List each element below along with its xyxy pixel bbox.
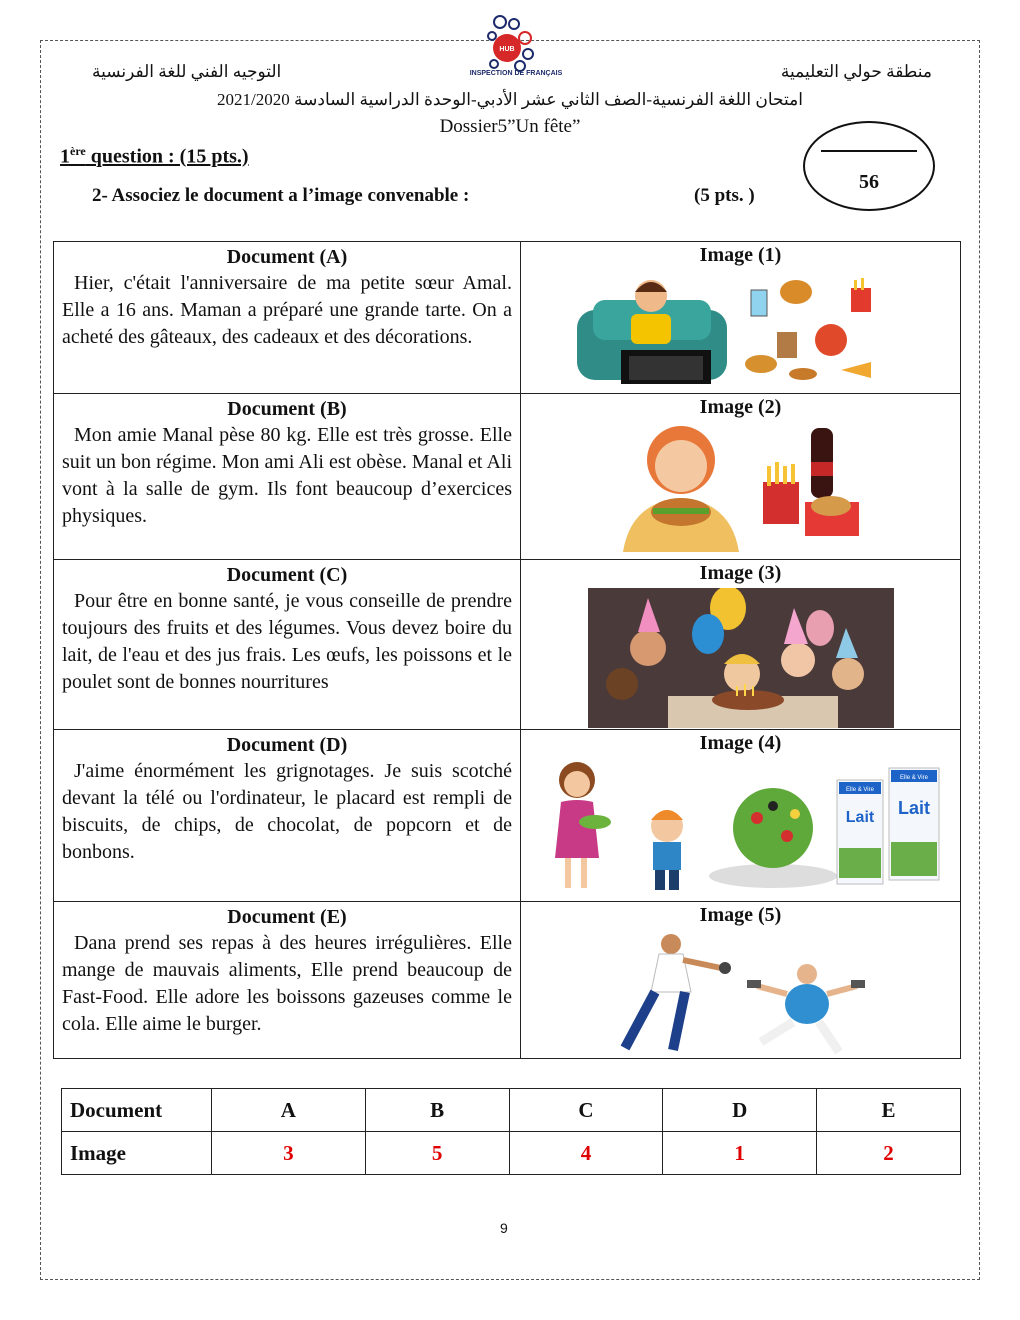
doc-title: Document (A) xyxy=(226,246,348,268)
milk-label-2: Lait xyxy=(897,798,930,818)
milk-brand-2: Elle & Vire xyxy=(899,775,928,781)
table-row xyxy=(54,242,961,394)
image-title: Image (1) xyxy=(699,244,782,266)
healthy-food-image xyxy=(537,758,945,894)
region-label: منطقة حولي التعليمية xyxy=(780,62,932,81)
logo-caption: INSPECTION DE FRANÇAIS xyxy=(469,70,563,77)
doc-title: Document (D) xyxy=(226,734,348,756)
supervision-label: التوجيه الفني للغة الفرنسية xyxy=(92,62,282,81)
doc-text: Hier, c'était l'anniversaire de ma petite sœur Amal. Elle a 16 ans. Maman a préparé une grande tarte. On a acheté des gâteaux, des cadeaux et des décorations. xyxy=(62,272,512,348)
image-title: Image (4) xyxy=(699,732,782,754)
dossier-title: Dossier5”Un fête” xyxy=(439,116,581,137)
page-number: 9 xyxy=(500,1220,508,1236)
birthday-party-image xyxy=(588,588,894,728)
doc-title: Document (C) xyxy=(226,564,348,586)
answer-table xyxy=(61,1088,961,1175)
matching-table xyxy=(53,241,961,1059)
answer-row-documents xyxy=(62,1089,961,1132)
image-title: Image (3) xyxy=(699,562,782,584)
answer-doc: E xyxy=(817,1089,961,1132)
answer-doc: A xyxy=(212,1089,366,1132)
table-row xyxy=(54,902,961,1059)
doc-text: J'aime énormément les grignotages. Je suis scotché devant la télé ou l'ordinateur, le placard est rempli de biscuits, de chips, de chocolat, de popcorn et de bonbons. xyxy=(62,760,512,863)
sub-question: 2- Associez le document a l’image convenable : xyxy=(92,185,470,206)
score-value: 56 xyxy=(859,171,879,193)
answer-row-images xyxy=(62,1132,961,1175)
answer-image: 4 xyxy=(509,1132,663,1175)
doc-title: Document (E) xyxy=(227,906,347,928)
answer-doc: D xyxy=(663,1089,817,1132)
logo-badge: HUB xyxy=(499,46,515,53)
score-circle xyxy=(803,121,935,211)
milk-label-1: Lait xyxy=(845,809,874,826)
answer-image: 1 xyxy=(663,1132,817,1175)
answer-image: 5 xyxy=(365,1132,509,1175)
answer-row-label: Image xyxy=(62,1132,212,1175)
doc-title: Document (B) xyxy=(227,398,347,420)
fast-food-woman-image xyxy=(621,422,861,552)
gamer-snacks-image xyxy=(571,270,911,386)
score-line xyxy=(821,150,917,152)
sub-question-points: (5 pts. ) xyxy=(694,185,755,206)
answer-image: 2 xyxy=(817,1132,961,1175)
table-row xyxy=(54,394,961,560)
answer-doc: C xyxy=(509,1089,663,1132)
doc-text: Mon amie Manal pèse 80 kg. Elle est très grosse. Elle suit un bon régime. Mon ami Ali est obèse. Manal et Ali vont à la salle de gym. Ils font beaucoup d’exercices physiques. xyxy=(62,424,512,527)
doc-text: Dana prend ses repas à des heures irrégulières. Elle mange de mauvais aliments, Elle prend beaucoup de Fast-Food. Elle adore les boissons gazeuses comme le cola. Elle aime le burger. xyxy=(62,932,512,1035)
milk-brand-1: Elle & Vire xyxy=(845,787,874,793)
exam-title: امتحان اللغة الفرنسية-الصف الثاني عشر الأدبي-الوحدة الدراسية السادسة 2021/2020 xyxy=(217,90,803,109)
table-row xyxy=(54,730,961,902)
answer-doc: B xyxy=(365,1089,509,1132)
question-heading: 1ère question : (15 pts.) xyxy=(60,144,249,168)
doc-text: Pour être en bonne santé, je vous conseille de prendre toujours des fruits et des légumes. Vous devez boire du lait, de l'eau et des jus frais. Les œufs, les poissons et le poulet sont de bonnes nourritures xyxy=(62,590,512,693)
answer-row-label: Document xyxy=(62,1089,212,1132)
answer-image: 3 xyxy=(212,1132,366,1175)
exercise-image xyxy=(611,930,871,1058)
image-title: Image (5) xyxy=(699,904,782,926)
table-row xyxy=(54,560,961,730)
image-title: Image (2) xyxy=(699,396,782,418)
